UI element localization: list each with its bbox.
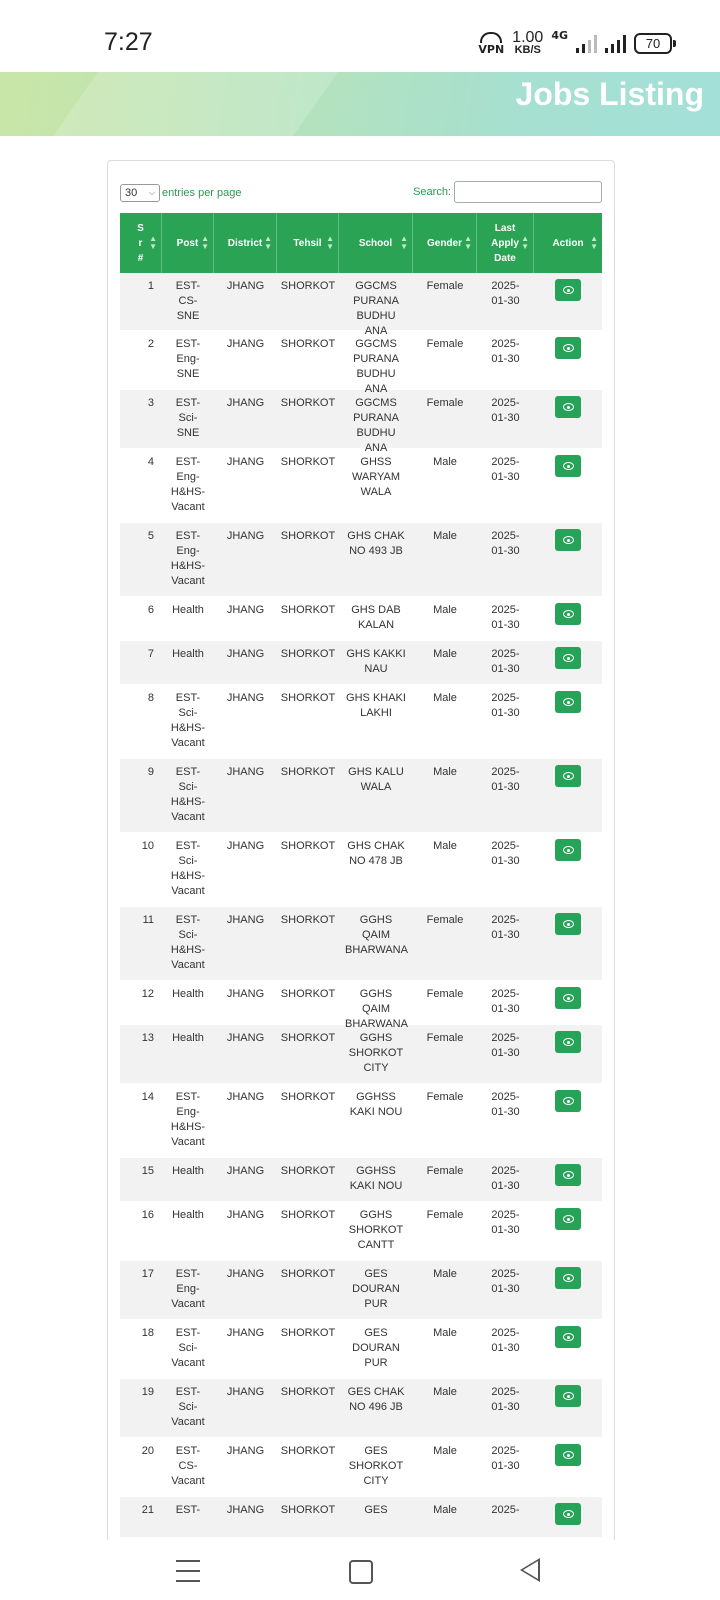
cell-last-apply-date: 2025-01-30 [491, 1268, 520, 1295]
cell-gender: Male [433, 456, 457, 468]
cell-post: EST-CS-SNE [175, 280, 201, 322]
cell-action [534, 1261, 602, 1319]
eye-icon [563, 1392, 574, 1400]
cell-district: JHANG [226, 1268, 265, 1280]
cell-action [534, 1379, 602, 1437]
table-header [120, 213, 602, 273]
sort-icon: ▲ ▼ [149, 234, 157, 251]
view-button[interactable] [555, 913, 581, 935]
cell-sr: 3 [147, 397, 154, 409]
view-button[interactable] [555, 647, 581, 669]
cell-tehsil: SHORKOT [280, 840, 336, 852]
cell-sr: 1 [147, 280, 154, 292]
table-row [120, 833, 602, 907]
header-tehsil-label: Tehsil [293, 237, 322, 249]
cell-tehsil: SHORKOT [280, 1209, 336, 1221]
view-button[interactable] [555, 529, 581, 551]
cell-action [534, 1084, 602, 1157]
cell-school: GHS DAB KALAN [351, 604, 401, 631]
cell-post: EST-CS-Vacant [171, 1445, 205, 1487]
cell-sr: 21 [141, 1504, 154, 1516]
cell-sr: 5 [147, 530, 154, 542]
header-sr-label: S r # [137, 222, 144, 264]
header-gender[interactable] [413, 213, 477, 273]
cell-sr: 8 [147, 692, 154, 704]
header-school[interactable] [339, 213, 413, 273]
view-button[interactable] [555, 691, 581, 713]
view-button[interactable] [555, 396, 581, 418]
cell-district: JHANG [226, 1165, 265, 1177]
eye-icon [563, 610, 574, 618]
eye-icon [563, 1097, 574, 1105]
cell-post: EST-Sci-SNE [175, 397, 201, 439]
cell-post: EST-Sci-H&HS-Vacant [170, 840, 206, 897]
cell-sr: 9 [147, 766, 154, 778]
eye-icon [563, 1215, 574, 1223]
cell-school: GGHS SHORKOT CITY [348, 1032, 404, 1074]
cell-gender: Male [433, 530, 457, 542]
table-row [120, 1438, 602, 1497]
eye-icon [563, 846, 574, 854]
table-row [120, 981, 602, 1030]
cell-gender: Female [426, 397, 464, 409]
view-button[interactable] [555, 1090, 581, 1112]
sort-icon: ▲ ▼ [590, 234, 598, 251]
table-row [120, 1084, 602, 1158]
search-label: Search: [413, 186, 451, 198]
eye-icon [563, 1451, 574, 1459]
cell-district: JHANG [226, 648, 265, 660]
cell-tehsil: SHORKOT [280, 530, 336, 542]
cell-school: GES CHAK NO 496 JB [347, 1386, 405, 1413]
cell-tehsil: SHORKOT [280, 1504, 336, 1516]
cell-district: JHANG [226, 1327, 265, 1339]
header-action-label: Action [552, 237, 584, 249]
view-button[interactable] [555, 279, 581, 301]
view-button[interactable] [555, 1031, 581, 1053]
vpn-label: VPN [478, 42, 505, 56]
cell-school: GGCMS PURANA BUDHU ANA [353, 338, 399, 395]
cell-action [534, 597, 602, 640]
cell-action [534, 907, 602, 980]
cell-sr: 16 [141, 1209, 154, 1221]
cell-tehsil: SHORKOT [280, 1165, 336, 1177]
cell-action [534, 981, 602, 1024]
cell-last-apply-date: 2025-01-30 [491, 604, 520, 631]
table-row [120, 1320, 602, 1379]
view-button[interactable] [555, 1208, 581, 1230]
cell-action [534, 390, 602, 448]
cell-school: GHS CHAK NO 493 JB [347, 530, 405, 557]
table-row [120, 1261, 602, 1320]
header-district-label: District [227, 237, 263, 249]
cell-sr: 7 [147, 648, 154, 660]
table-row [120, 523, 602, 597]
cell-action [534, 685, 602, 758]
cell-school: GES DOURAN PUR [352, 1268, 400, 1310]
status-icons [478, 30, 672, 56]
cell-district: JHANG [226, 1091, 265, 1103]
header-tehsil[interactable] [277, 213, 339, 273]
cell-post: EST-Sci-H&HS-Vacant [170, 692, 206, 749]
sort-icon: ▲ ▼ [326, 234, 334, 251]
cell-post: Health [172, 1165, 204, 1177]
cell-last-apply-date: 2025-01-30 [491, 338, 520, 365]
eye-icon [563, 654, 574, 662]
cell-school: GGHS QAIM BHARWANA [345, 988, 408, 1030]
cell-district: JHANG [226, 1032, 265, 1044]
cell-district: JHANG [226, 1209, 265, 1221]
cell-last-apply-date: 2025-01-30 [491, 1165, 520, 1192]
cell-action [534, 273, 602, 330]
cell-post: Health [172, 988, 204, 1000]
cell-tehsil: SHORKOT [280, 280, 336, 292]
eye-icon [563, 994, 574, 1002]
cell-school: GES DOURAN PUR [352, 1327, 400, 1369]
cell-gender: Male [433, 1327, 457, 1339]
cell-sr: 19 [141, 1386, 154, 1398]
cell-school: GGHS QAIM BHARWANA [345, 914, 408, 956]
cell-tehsil: SHORKOT [280, 1032, 336, 1044]
cell-gender: Female [426, 988, 464, 1000]
cell-gender: Male [433, 1445, 457, 1457]
cell-tehsil: SHORKOT [280, 988, 336, 1000]
cell-post: EST-Eng-H&HS-Vacant [170, 456, 206, 513]
table-row [120, 1379, 602, 1438]
eye-icon [563, 536, 574, 544]
cell-district: JHANG [226, 766, 265, 778]
cell-gender: Male [433, 766, 457, 778]
cell-school: GHS KALU WALA [348, 766, 404, 793]
eye-icon [563, 1171, 574, 1179]
cell-tehsil: SHORKOT [280, 1386, 336, 1398]
table-row [120, 685, 602, 759]
table-row [120, 390, 602, 454]
cell-district: JHANG [226, 1386, 265, 1398]
cell-district: JHANG [226, 397, 265, 409]
cell-district: JHANG [226, 914, 265, 926]
view-button[interactable] [555, 1444, 581, 1466]
table-row [120, 273, 602, 337]
cell-last-apply-date: 2025-01-30 [491, 1327, 520, 1354]
cell-sr: 2 [147, 338, 154, 350]
cell-tehsil: SHORKOT [280, 692, 336, 704]
cell-post: EST-Sci-Vacant [171, 1327, 205, 1369]
cell-school: GGHSS KAKI NOU [349, 1165, 403, 1192]
cell-tehsil: SHORKOT [280, 397, 336, 409]
cell-last-apply-date: 2025-01-30 [491, 692, 520, 719]
cell-gender: Male [433, 692, 457, 704]
cell-sr: 6 [147, 604, 154, 616]
cell-gender: Female [426, 1091, 464, 1103]
cell-tehsil: SHORKOT [280, 766, 336, 778]
view-button[interactable] [555, 987, 581, 1009]
signal-icon-sim2 [605, 33, 626, 53]
cell-last-apply-date: 2025-01-30 [491, 988, 520, 1015]
cell-tehsil: SHORKOT [280, 1268, 336, 1280]
cell-action [534, 523, 602, 596]
table-row [120, 759, 602, 833]
view-button[interactable] [555, 1164, 581, 1186]
cell-post: EST-Sci-Vacant [171, 1386, 205, 1428]
battery-icon: 70 [634, 33, 672, 54]
cell-school: GHS KAKKI NAU [346, 648, 406, 675]
cell-gender: Female [426, 280, 464, 292]
chevron-down-icon: ⌵ [148, 188, 155, 197]
header-gender-label: Gender [426, 237, 462, 249]
cell-last-apply-date: 2025-01-30 [491, 1209, 520, 1236]
table-row [120, 1158, 602, 1202]
cell-tehsil: SHORKOT [280, 1445, 336, 1457]
table-row [120, 1025, 602, 1084]
eye-icon [563, 403, 574, 411]
cell-sr: 17 [141, 1268, 154, 1280]
cell-sr: 18 [141, 1327, 154, 1339]
eye-icon [563, 1333, 574, 1341]
cell-post: EST-Eng-Vacant [171, 1268, 205, 1310]
cell-sr: 10 [141, 840, 154, 852]
entries-value: 30 [125, 187, 138, 199]
header-sr[interactable] [120, 213, 162, 273]
table-row [120, 1497, 602, 1538]
table-row [120, 907, 602, 981]
cell-school: GGCMS PURANA BUDHU ANA [353, 397, 399, 454]
eye-icon [563, 1038, 574, 1046]
cell-school: GES [364, 1504, 388, 1516]
eye-icon [563, 344, 574, 352]
header-district[interactable] [214, 213, 277, 273]
sort-icon: ▲ ▼ [464, 234, 472, 251]
view-button[interactable] [555, 765, 581, 787]
header-post[interactable] [162, 213, 214, 273]
status-bar [0, 0, 720, 72]
speed-value: 1.00 [512, 29, 544, 46]
home-icon[interactable] [349, 1560, 373, 1584]
entries-label: entries per page [162, 187, 242, 199]
eye-icon [563, 1510, 574, 1518]
cell-action [534, 1438, 602, 1496]
eye-icon [563, 698, 574, 706]
cell-post: EST-Sci-H&HS-Vacant [170, 914, 206, 971]
table-row [120, 597, 602, 641]
table-row [120, 1202, 602, 1261]
back-icon[interactable] [520, 1558, 540, 1582]
cell-school: GGHS SHORKOT CANTT [348, 1209, 404, 1251]
cell-sr: 11 [142, 914, 154, 926]
cell-gender: Male [433, 1268, 457, 1280]
table-controls [120, 181, 602, 207]
cell-tehsil: SHORKOT [280, 338, 336, 350]
sort-icon: ▲ ▼ [264, 234, 272, 251]
cell-district: JHANG [226, 280, 265, 292]
cell-sr: 12 [141, 988, 154, 1000]
cell-gender: Male [433, 840, 457, 852]
search-input[interactable] [454, 181, 602, 203]
cell-school: GHS KHAKI LAKHI [346, 692, 406, 719]
cell-action [534, 1025, 602, 1083]
eye-icon [563, 1274, 574, 1282]
cell-school: GHSS WARYAM WALA [351, 456, 401, 498]
view-button[interactable] [555, 1503, 581, 1525]
cell-gender: Male [433, 1504, 457, 1516]
cell-sr: 14 [141, 1091, 154, 1103]
network-speed [512, 30, 543, 56]
header-last-apply-label: Last Apply Date [491, 222, 519, 264]
cell-post: Health [172, 604, 204, 616]
cell-last-apply-date: 2025-01-30 [491, 530, 520, 557]
table-row [120, 641, 602, 685]
cell-post: EST- [175, 1504, 201, 1516]
signal-icon-sim1 [576, 33, 597, 53]
system-nav-bar [0, 1540, 720, 1600]
cell-school: GGHSS KAKI NOU [349, 1091, 403, 1118]
network-type: 4G [551, 28, 568, 42]
cell-action [534, 449, 602, 522]
cell-sr: 13 [141, 1032, 154, 1044]
cell-sr: 20 [141, 1445, 154, 1457]
cell-tehsil: SHORKOT [280, 914, 336, 926]
cell-gender: Male [433, 1386, 457, 1398]
cell-post: EST-Eng-H&HS-Vacant [170, 530, 206, 587]
view-button[interactable] [555, 603, 581, 625]
status-time: 7:27 [104, 28, 153, 56]
entries-control [120, 184, 242, 202]
cell-gender: Female [426, 1032, 464, 1044]
sort-icon: ▲ ▼ [201, 234, 209, 251]
cell-tehsil: SHORKOT [280, 604, 336, 616]
cell-last-apply-date: 2025-01-30 [491, 840, 520, 867]
eye-icon [563, 772, 574, 780]
cell-action [534, 833, 602, 906]
cell-last-apply-date: 2025-01-30 [491, 914, 520, 941]
cell-last-apply-date: 2025-01-30 [491, 1386, 520, 1413]
table-row [120, 449, 602, 523]
cell-tehsil: SHORKOT [280, 1327, 336, 1339]
cell-gender: Male [433, 648, 457, 660]
entries-select[interactable] [120, 184, 160, 202]
cell-gender: Female [426, 1165, 464, 1177]
header-school-label: School [358, 237, 393, 249]
cell-district: JHANG [226, 456, 265, 468]
cell-district: JHANG [226, 1504, 265, 1516]
vpn-icon [478, 32, 504, 55]
cell-post: EST-Sci-H&HS-Vacant [170, 766, 206, 823]
cell-district: JHANG [226, 604, 265, 616]
view-button[interactable] [555, 337, 581, 359]
cell-post: EST-Eng-H&HS-Vacant [170, 1091, 206, 1148]
sort-icon: ▲ ▼ [521, 234, 529, 251]
table-body [120, 273, 602, 1538]
cell-sr: 15 [141, 1165, 154, 1177]
eye-icon [563, 920, 574, 928]
cell-school: GHS CHAK NO 478 JB [347, 840, 405, 867]
speed-unit: KB/S [514, 44, 541, 56]
header-action[interactable] [534, 213, 602, 273]
cell-district: JHANG [226, 338, 265, 350]
cell-last-apply-date: 2025-01-30 [491, 1032, 520, 1059]
cell-sr: 4 [147, 456, 154, 468]
cell-post: Health [172, 1032, 204, 1044]
eye-icon [563, 286, 574, 294]
cell-action [534, 1320, 602, 1378]
cell-action [534, 331, 602, 389]
cell-action [534, 1497, 602, 1537]
cell-gender: Female [426, 338, 464, 350]
table-row [120, 331, 602, 395]
view-button[interactable] [555, 1326, 581, 1348]
view-button[interactable] [555, 839, 581, 861]
search-control [413, 181, 602, 203]
cell-last-apply-date: 2025-01-30 [491, 1091, 520, 1118]
cell-last-apply-date: 2025-01-30 [491, 397, 520, 424]
cell-last-apply-date: 2025-01-30 [491, 766, 520, 793]
header-last-apply-date[interactable] [477, 213, 534, 273]
cell-post: Health [172, 648, 204, 660]
cell-action [534, 641, 602, 684]
jobs-card [107, 160, 615, 1542]
cell-tehsil: SHORKOT [280, 1091, 336, 1103]
cell-action [534, 759, 602, 832]
cell-school: GES SHORKOT CITY [348, 1445, 404, 1487]
header-post-label: Post [176, 237, 199, 249]
sort-icon: ▲ ▼ [400, 234, 408, 251]
cell-last-apply-date: 2025-01-30 [491, 456, 520, 483]
cell-district: JHANG [226, 530, 265, 542]
cell-district: JHANG [226, 692, 265, 704]
cell-post: Health [172, 1209, 204, 1221]
cell-last-apply-date: 2025-01-30 [491, 280, 520, 307]
cell-gender: Female [426, 914, 464, 926]
cell-gender: Male [433, 604, 457, 616]
view-button[interactable] [555, 1385, 581, 1407]
cell-action [534, 1158, 602, 1201]
cell-gender: Female [426, 1209, 464, 1221]
cell-last-apply-date: 2025-01-30 [491, 648, 520, 675]
page-banner [0, 72, 720, 136]
cell-district: JHANG [226, 840, 265, 852]
jobs-table [120, 213, 602, 1538]
cell-school: GGCMS PURANA BUDHU ANA [353, 280, 399, 337]
cell-tehsil: SHORKOT [280, 648, 336, 660]
cell-last-apply-date: 2025-01-30 [491, 1445, 520, 1472]
cell-district: JHANG [226, 988, 265, 1000]
page-title: Jobs Listing [515, 76, 704, 112]
cell-tehsil: SHORKOT [280, 456, 336, 468]
view-button[interactable] [555, 455, 581, 477]
cell-action [534, 1202, 602, 1260]
cell-post: EST-Eng-SNE [175, 338, 201, 380]
view-button[interactable] [555, 1267, 581, 1289]
cell-last-apply-date: 2025- [491, 1504, 520, 1516]
cell-district: JHANG [226, 1445, 265, 1457]
eye-icon [563, 462, 574, 470]
menu-icon[interactable] [176, 1560, 200, 1582]
